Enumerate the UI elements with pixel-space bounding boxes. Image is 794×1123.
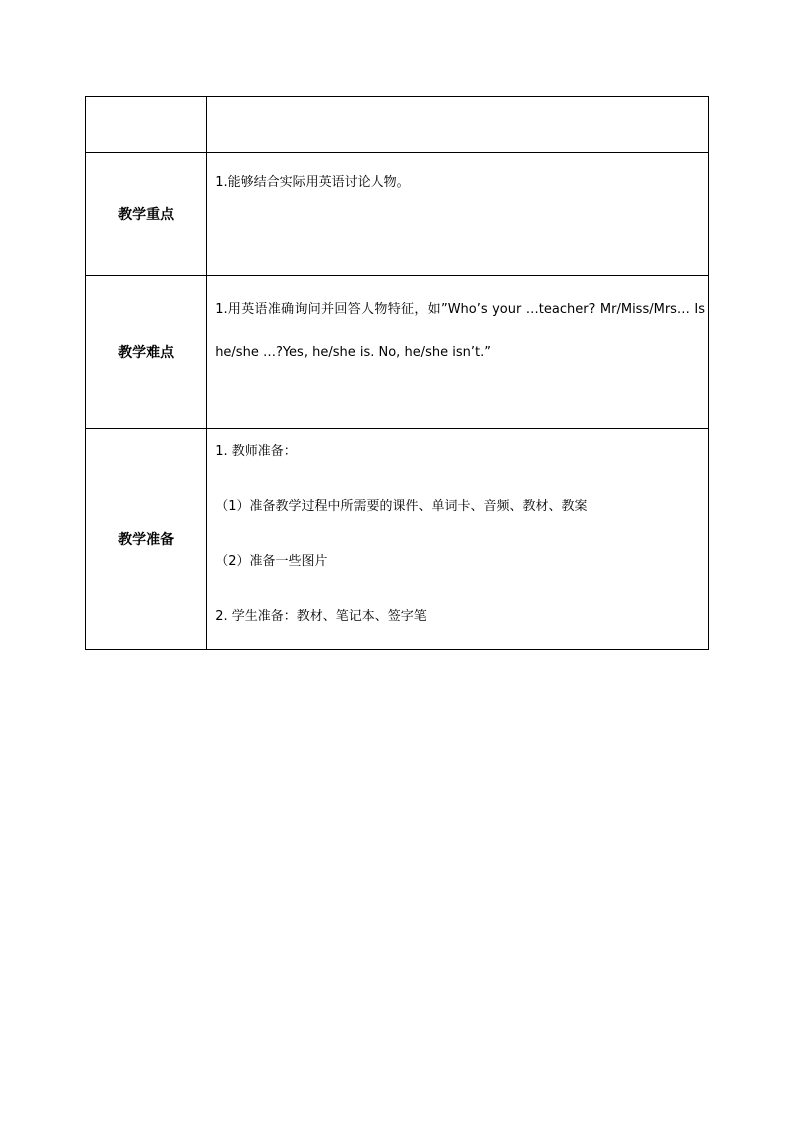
teacher-preparation-item-1: （1）准备教学过程中所需要的课件、单词卡、音频、教材、教案 [215,499,588,514]
lesson-plan-table [85,96,709,650]
table-row-teaching-difficulty [86,276,709,429]
student-preparation-line: 2. 学生准备：教材、笔记本、签字笔 [215,609,427,624]
teaching-preparation-content [207,429,709,650]
teaching-difficulty-item: 1.用英语准确询问并回答人物特征，如”Who’s your …teacher? Mr/Miss/Mrs… Is he/she …?Yes, he/she is. No, he/she isn’t.” [215,302,705,360]
teaching-focus-item: 1.能够结合实际用英语讨论人物。 [215,175,410,190]
table-row-teaching-focus [86,153,709,276]
blank-label-cell [86,97,207,153]
teaching-difficulty-content [207,276,709,429]
table-row-teaching-preparation [86,429,709,650]
teaching-focus-label: 教学重点 [86,153,207,276]
table-row-blank [86,97,709,153]
teaching-preparation-label: 教学准备 [86,429,207,650]
teacher-preparation-heading: 1. 教师准备： [215,444,297,459]
teaching-focus-content [207,153,709,276]
teacher-preparation-item-2: （2）准备一些图片 [215,554,328,569]
blank-content-cell [207,97,709,153]
teaching-difficulty-label: 教学难点 [86,276,207,429]
